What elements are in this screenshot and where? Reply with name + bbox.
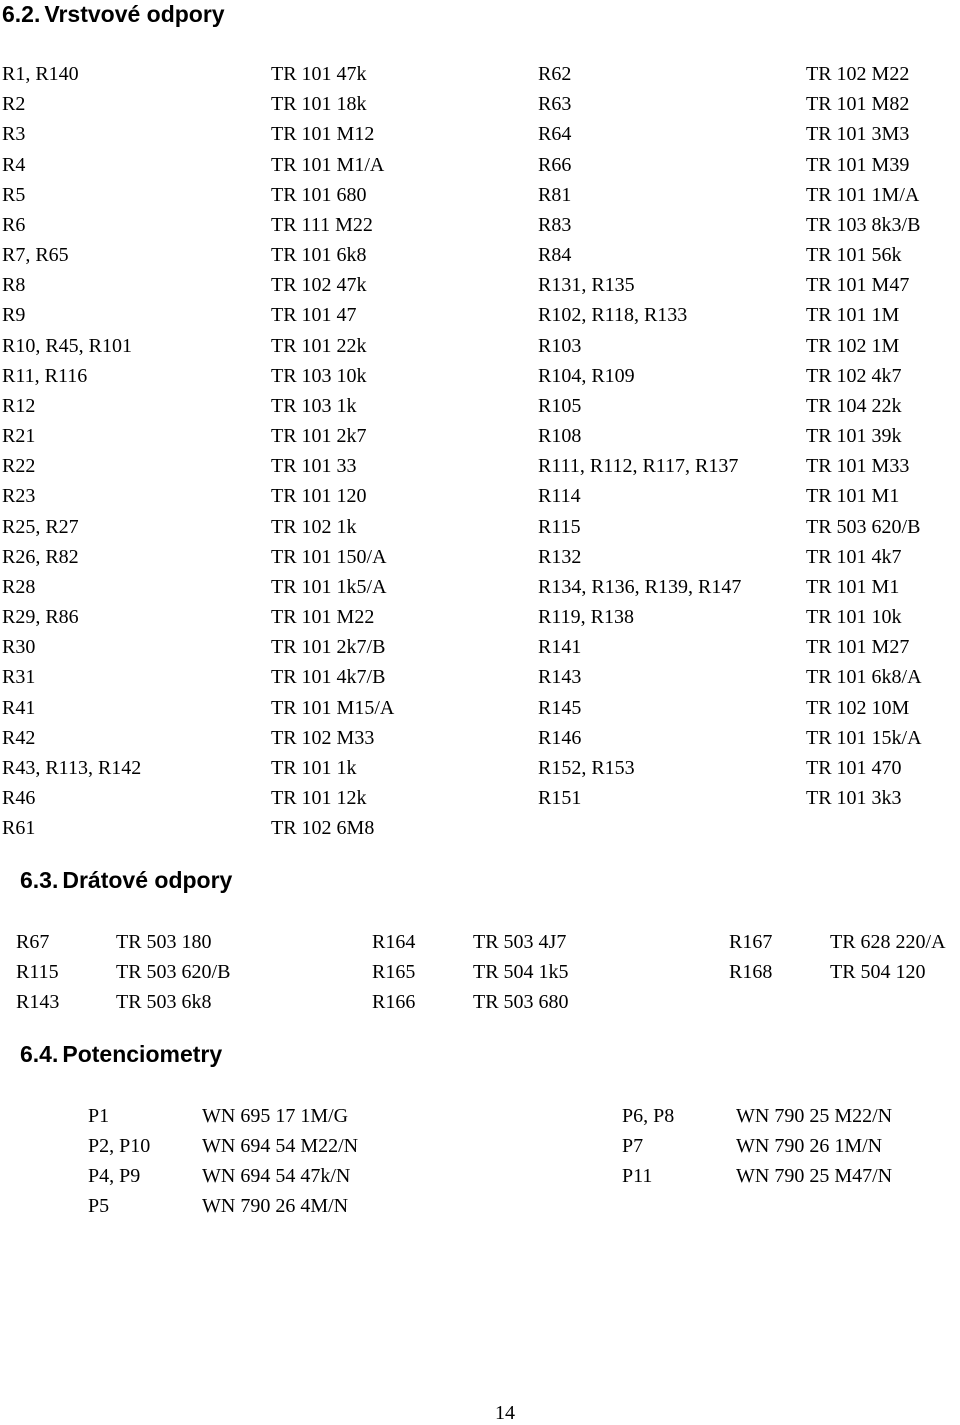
part-type: TR 503 180 <box>116 931 212 953</box>
part-type: TR 102 10M <box>806 697 910 719</box>
part-designator: R31 <box>2 666 36 688</box>
heading-wire-resistors <box>20 867 232 893</box>
part-designator: R22 <box>2 455 36 477</box>
part-designator: R46 <box>2 787 36 809</box>
part-type: TR 101 M22 <box>271 606 375 628</box>
part-type: TR 102 47k <box>271 274 367 296</box>
part-designator: R84 <box>538 244 572 266</box>
part-type: TR 503 680 <box>473 991 569 1013</box>
part-designator: P6, P8 <box>622 1105 675 1127</box>
part-type: WN 694 54 47k/N <box>202 1165 351 1187</box>
part-type: WN 790 25 M47/N <box>736 1165 893 1187</box>
page-number: 14 <box>495 1402 515 1424</box>
part-type: TR 101 39k <box>806 425 902 447</box>
part-type: TR 503 620/B <box>116 961 231 983</box>
part-type: TR 101 1k <box>271 757 357 779</box>
part-designator: R114 <box>538 485 581 507</box>
part-designator: R43, R113, R142 <box>2 757 142 779</box>
section-title: Vrstvové odpory <box>44 1 225 27</box>
part-type: TR 103 8k3/B <box>806 214 921 236</box>
part-designator: R2 <box>2 93 26 115</box>
part-type: TR 101 1M <box>806 304 900 326</box>
part-designator: R4 <box>2 154 26 176</box>
part-designator: R5 <box>2 184 26 206</box>
part-type: TR 102 6M8 <box>271 817 375 839</box>
part-designator: R30 <box>2 636 36 658</box>
part-designator: P4, P9 <box>88 1165 141 1187</box>
part-designator: R132 <box>538 546 582 568</box>
part-type: TR 101 120 <box>271 485 367 507</box>
part-designator: R42 <box>2 727 36 749</box>
part-designator: R134, R136, R139, R147 <box>538 576 742 598</box>
part-designator: R28 <box>2 576 36 598</box>
part-type: WN 790 25 M22/N <box>736 1105 893 1127</box>
part-type: WN 790 26 4M/N <box>202 1195 349 1217</box>
part-type: TR 102 4k7 <box>806 365 902 387</box>
part-type: TR 104 22k <box>806 395 902 417</box>
part-designator: R119, R138 <box>538 606 634 628</box>
part-designator: R141 <box>538 636 582 658</box>
part-designator: R143 <box>16 991 60 1013</box>
part-type: TR 101 M39 <box>806 154 910 176</box>
part-type: TR 101 6k8/A <box>806 666 922 688</box>
part-designator: R105 <box>538 395 582 417</box>
part-type: TR 101 4k7/B <box>271 666 386 688</box>
part-designator: R131, R135 <box>538 274 635 296</box>
part-designator: R10, R45, R101 <box>2 335 133 357</box>
part-designator: R67 <box>16 931 50 953</box>
part-designator: R108 <box>538 425 582 447</box>
part-type: TR 102 M22 <box>806 63 910 85</box>
part-type: TR 101 1k5/A <box>271 576 387 598</box>
heading-layer-resistors <box>2 1 225 27</box>
part-designator: R64 <box>538 123 572 145</box>
part-type: TR 102 M33 <box>271 727 375 749</box>
part-designator: R21 <box>2 425 36 447</box>
part-type: TR 101 18k <box>271 93 367 115</box>
part-type: TR 101 3M3 <box>806 123 910 145</box>
part-type: TR 103 10k <box>271 365 367 387</box>
part-designator: R1, R140 <box>2 63 79 85</box>
part-type: TR 101 1M/A <box>806 184 920 206</box>
part-designator: R168 <box>729 961 773 983</box>
part-type: TR 101 15k/A <box>806 727 922 749</box>
part-designator: P7 <box>622 1135 644 1157</box>
part-designator: R165 <box>372 961 416 983</box>
part-type: TR 101 2k7/B <box>271 636 386 658</box>
part-type: TR 503 6k8 <box>116 991 212 1013</box>
part-designator: R7, R65 <box>2 244 69 266</box>
part-type: TR 628 220/A <box>830 931 946 953</box>
part-designator: R83 <box>538 214 572 236</box>
part-designator: R63 <box>538 93 572 115</box>
part-designator: R61 <box>2 817 36 839</box>
part-type: TR 101 4k7 <box>806 546 902 568</box>
part-type: TR 503 620/B <box>806 516 921 538</box>
part-designator: R152, R153 <box>538 757 635 779</box>
part-type: TR 101 33 <box>271 455 357 477</box>
part-type: TR 101 M27 <box>806 636 910 658</box>
part-type: WN 695 17 1M/G <box>202 1105 349 1127</box>
part-designator: R66 <box>538 154 572 176</box>
part-type: TR 101 M1 <box>806 485 900 507</box>
part-designator: R111, R112, R117, R137 <box>538 455 739 477</box>
part-type: TR 103 1k <box>271 395 357 417</box>
part-designator: R102, R118, R133 <box>538 304 688 326</box>
section-number: 6.2. <box>2 1 41 27</box>
part-type: TR 101 M33 <box>806 455 910 477</box>
part-type: TR 101 47 <box>271 304 357 326</box>
part-type: TR 101 47k <box>271 63 367 85</box>
part-designator: R151 <box>538 787 582 809</box>
part-type: TR 101 470 <box>806 757 902 779</box>
part-designator: R81 <box>538 184 572 206</box>
part-type: TR 101 M1 <box>806 576 900 598</box>
part-designator: R143 <box>538 666 582 688</box>
part-type: TR 111 M22 <box>271 214 373 236</box>
part-designator: R145 <box>538 697 582 719</box>
part-type: TR 101 150/A <box>271 546 387 568</box>
heading-potentiometers <box>20 1041 222 1067</box>
part-designator: P1 <box>88 1105 110 1127</box>
part-type: TR 101 22k <box>271 335 367 357</box>
part-type: TR 101 10k <box>806 606 902 628</box>
section-title: Potenciometry <box>62 1041 223 1067</box>
part-designator: R41 <box>2 697 36 719</box>
part-type: TR 101 6k8 <box>271 244 367 266</box>
part-type: TR 101 M47 <box>806 274 910 296</box>
part-designator: R9 <box>2 304 26 326</box>
part-designator: R146 <box>538 727 582 749</box>
part-type: TR 504 120 <box>830 961 926 983</box>
part-designator: R29, R86 <box>2 606 79 628</box>
part-type: TR 504 1k5 <box>473 961 569 983</box>
part-designator: R62 <box>538 63 572 85</box>
section-number: 6.4. <box>20 1041 59 1067</box>
part-type: TR 101 M82 <box>806 93 910 115</box>
part-designator: R167 <box>729 931 773 953</box>
part-designator: R6 <box>2 214 26 236</box>
part-designator: R26, R82 <box>2 546 79 568</box>
part-designator: R23 <box>2 485 36 507</box>
part-type: TR 101 M1/A <box>271 154 385 176</box>
part-designator: R8 <box>2 274 26 296</box>
part-type: TR 101 M15/A <box>271 697 395 719</box>
part-designator: R11, R116 <box>2 365 88 387</box>
part-type: TR 101 2k7 <box>271 425 367 447</box>
part-designator: R12 <box>2 395 36 417</box>
part-type: TR 101 680 <box>271 184 367 206</box>
part-designator: P5 <box>88 1195 110 1217</box>
part-designator: R103 <box>538 335 582 357</box>
part-designator: P11 <box>622 1165 653 1187</box>
part-designator: R25, R27 <box>2 516 79 538</box>
part-designator: R3 <box>2 123 26 145</box>
part-designator: R164 <box>372 931 416 953</box>
part-designator: R104, R109 <box>538 365 635 387</box>
part-type: TR 101 56k <box>806 244 902 266</box>
part-type: TR 101 3k3 <box>806 787 902 809</box>
part-designator: R115 <box>16 961 59 983</box>
section-number: 6.3. <box>20 867 59 893</box>
part-type: TR 102 1M <box>806 335 900 357</box>
part-type: TR 102 1k <box>271 516 357 538</box>
part-type: WN 790 26 1M/N <box>736 1135 883 1157</box>
part-designator: R115 <box>538 516 581 538</box>
part-designator: P2, P10 <box>88 1135 151 1157</box>
part-type: TR 503 4J7 <box>473 931 567 953</box>
part-type: WN 694 54 M22/N <box>202 1135 359 1157</box>
part-type: TR 101 12k <box>271 787 367 809</box>
part-designator: R166 <box>372 991 416 1013</box>
section-title: Drátové odpory <box>62 867 233 893</box>
part-type: TR 101 M12 <box>271 123 375 145</box>
